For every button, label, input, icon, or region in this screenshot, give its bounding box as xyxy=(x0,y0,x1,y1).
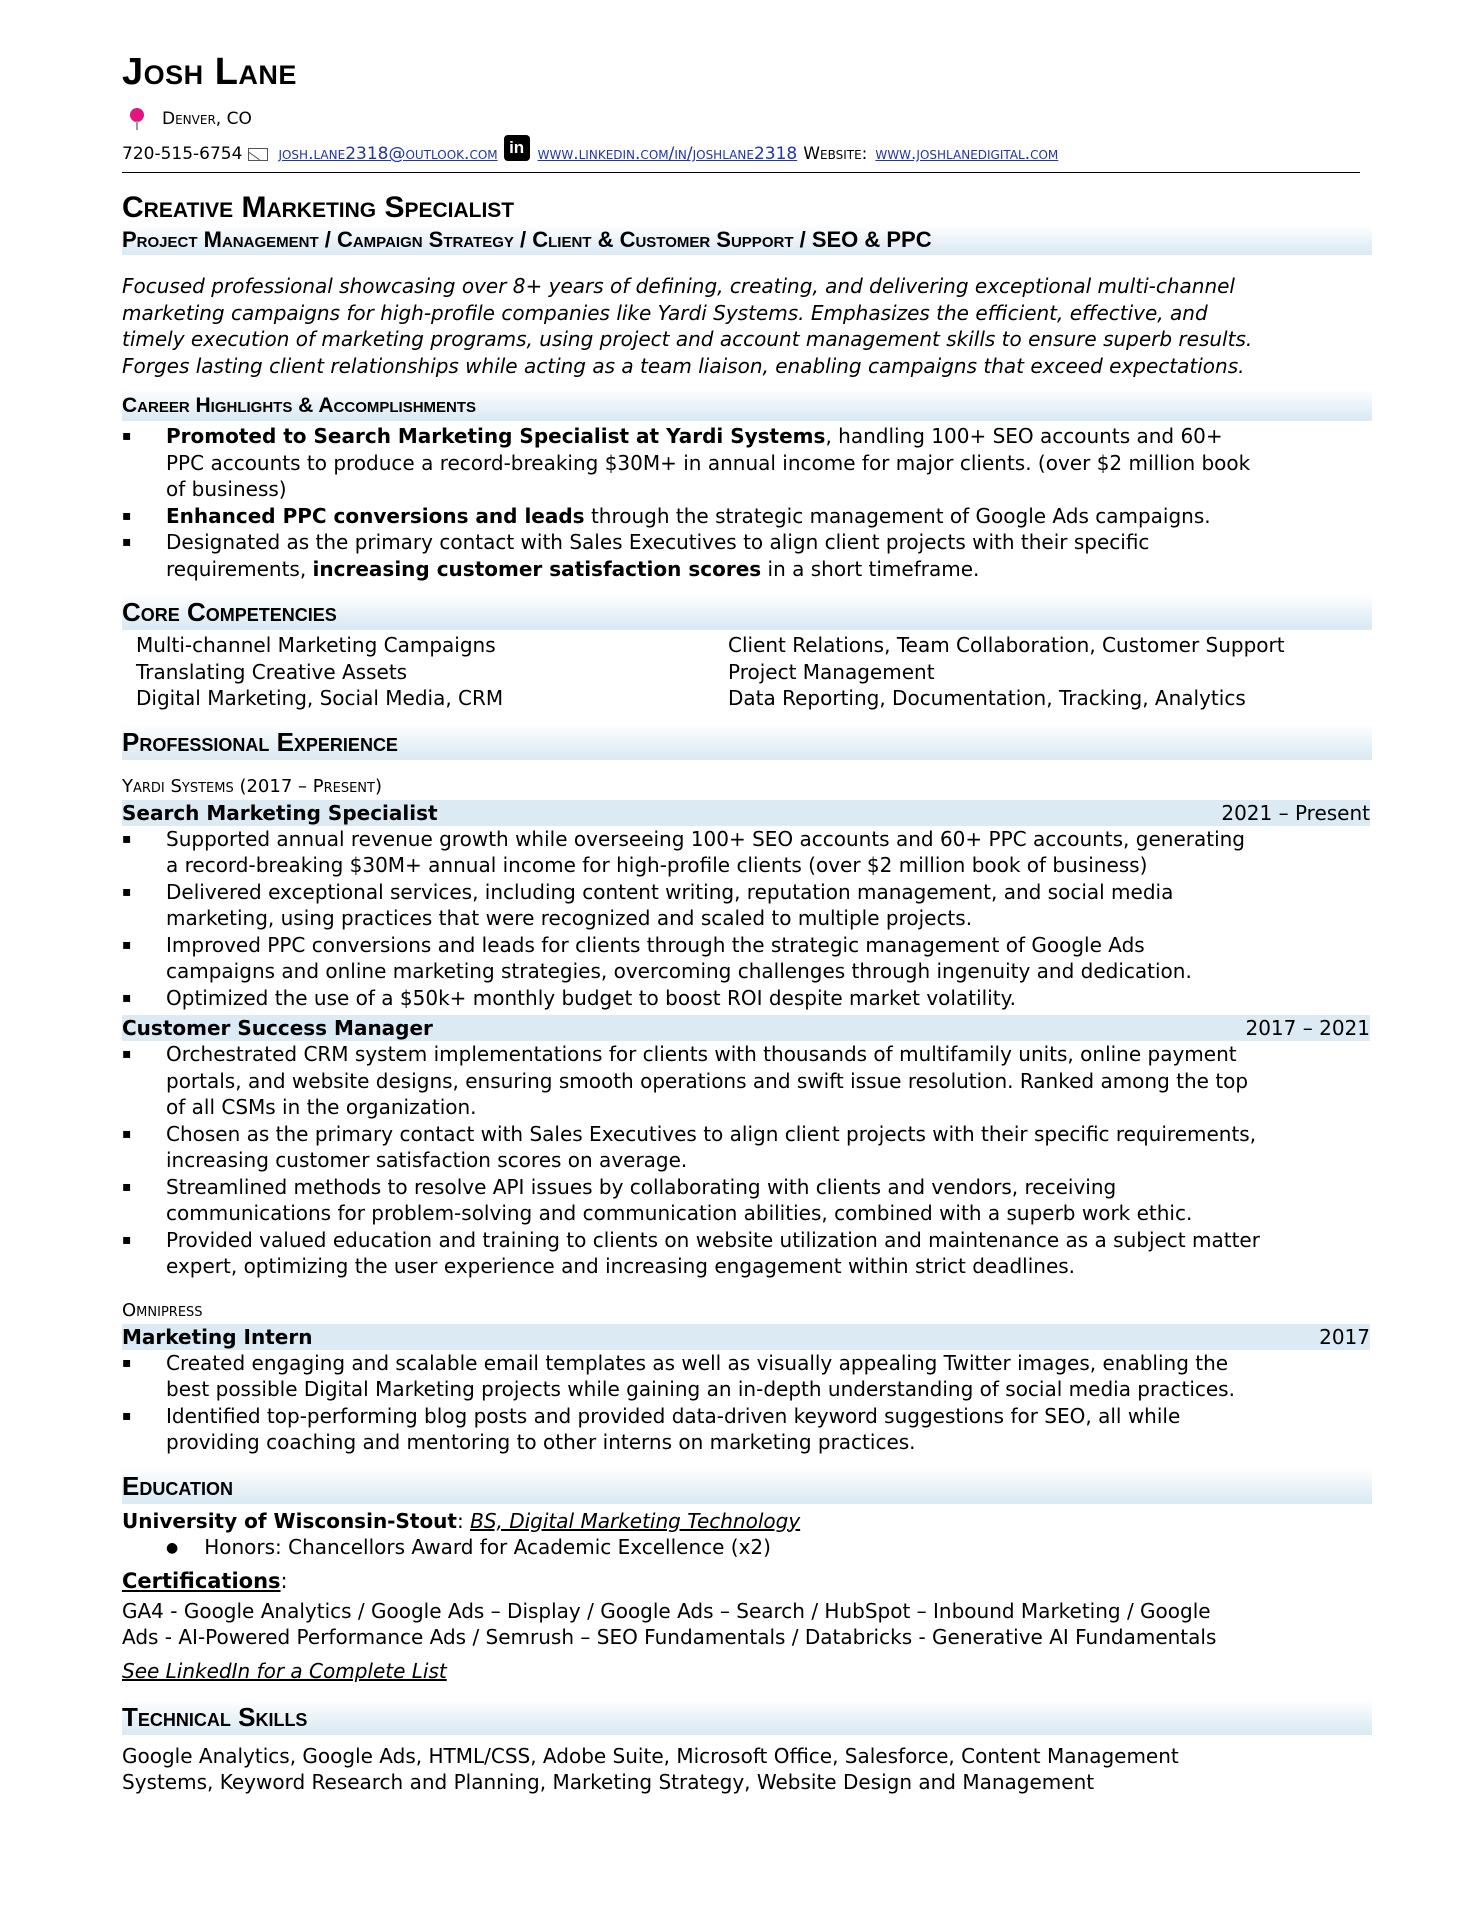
item-text: Chosen as the primary contact with Sales Executives to align client projects with their specific requirements, xyxy=(166,1121,1257,1146)
role-title: Marketing Intern xyxy=(122,1324,313,1349)
list-item xyxy=(122,1041,1372,1121)
linkedin-link[interactable]: www.linkedin.com/in/joshlane2318 xyxy=(537,144,798,164)
item-text: increasing customer satisfaction scores on average. xyxy=(166,1148,688,1172)
competencies-left xyxy=(136,632,728,712)
skills-list xyxy=(122,1743,1372,1796)
list-item xyxy=(122,826,1372,879)
competencies-right xyxy=(728,632,1285,712)
role-title: Search Marketing Specialist xyxy=(122,800,438,825)
competency-item: Data Reporting, Documentation, Tracking, Analytics xyxy=(728,686,1246,710)
item-text: in a short timeframe. xyxy=(761,556,980,581)
education-line xyxy=(122,1508,1372,1535)
item-text: Designated as the primary contact with Sales Executives to align client projects with their specific xyxy=(166,530,1150,554)
item-text: Orchestrated CRM system implementations for clients with thousands of multifamily units, online payment xyxy=(166,1042,1237,1066)
skills-line: Google Analytics, Google Ads, HTML/CSS, Adobe Suite, Microsoft Office, Salesforce, Content Management xyxy=(122,1743,1179,1768)
role-dates: 2017 – 2021 xyxy=(1245,1016,1370,1040)
list-item xyxy=(122,423,1372,503)
website-link[interactable]: www.joshlanedigital.com xyxy=(875,144,1059,164)
item-text: PPC accounts to produce a record-breaking $30M+ in annual income for major clients. (over $2 million book xyxy=(166,450,1251,475)
item-text: of all CSMs in the organization. xyxy=(166,1095,477,1119)
cert-line: Ads - AI-Powered Performance Ads / Semrush – SEO Fundamentals / Databricks - Generative AI Fundamentals xyxy=(122,1625,1217,1649)
role-title: Customer Success Manager xyxy=(122,1016,433,1040)
item-text: providing coaching and mentoring to other interns on marketing practices. xyxy=(166,1430,916,1454)
list-item xyxy=(122,1403,1372,1456)
phone-number: 720-515-6754 xyxy=(122,144,243,164)
list-item xyxy=(122,879,1372,932)
email-link[interactable]: josh.lane2318@outlook.com xyxy=(278,144,498,164)
item-text: Delivered exceptional services, including content writing, reputation management, and social media xyxy=(166,879,1174,904)
school-name: University of Wisconsin-Stout xyxy=(122,1508,457,1533)
item-text: requirements, xyxy=(166,556,313,581)
certifications-heading-row xyxy=(122,1566,1372,1596)
list-item xyxy=(122,1174,1372,1227)
education-heading: Education xyxy=(122,1468,1372,1504)
list-item xyxy=(122,503,1372,530)
summary-line: timely execution of marketing programs, using project and account management skills to ensure superb results. xyxy=(122,327,1253,351)
competency-item: Multi-channel Marketing Campaigns xyxy=(136,633,496,657)
highlights-heading: Career Highlights & Accomplishments xyxy=(122,389,1372,421)
item-text: Supported annual revenue growth while overseeing 100+ SEO accounts and 60+ PPC accounts, generating xyxy=(166,826,1245,851)
honors-item: ● Honors: Chancellors Award for Academic Excellence (x2) xyxy=(166,1534,1372,1564)
highlights-list xyxy=(122,423,1372,582)
see-linkedin-link[interactable]: See LinkedIn for a Complete List xyxy=(122,1658,447,1683)
bold-text: increasing customer satisfaction scores xyxy=(312,556,762,581)
company-name: Yardi Systems (2017 – Present) xyxy=(122,775,382,797)
competencies-grid xyxy=(136,632,1372,712)
item-text: , handling 100+ SEO accounts and 60+ xyxy=(825,424,1223,448)
role-bullets xyxy=(122,1350,1372,1456)
summary-paragraph xyxy=(122,273,1372,379)
resume-page xyxy=(122,50,1372,1796)
item-text: a record-breaking $30M+ annual income for high-profile clients (over $2 million book of business) xyxy=(166,853,1148,877)
role-dates: 2021 – Present xyxy=(1221,800,1370,825)
company-name: Omnipress xyxy=(122,1299,203,1321)
location-text: Denver, CO xyxy=(162,109,252,129)
skills-heading: Technical Skills xyxy=(122,1699,1372,1735)
summary-line: marketing campaigns for high-profile companies like Yardi Systems. Emphasizes the efficient, effective, and xyxy=(122,300,1208,325)
list-item xyxy=(122,985,1372,1012)
competency-item: Project Management xyxy=(728,659,935,684)
experience-heading: Professional Experience xyxy=(122,724,1372,760)
item-text: best possible Digital Marketing projects while gaining an in-depth understanding of social media practices. xyxy=(166,1377,1235,1401)
competency-item: Client Relations, Team Collaboration, Customer Support xyxy=(728,633,1285,657)
item-text: Provided valued education and training to clients on website utilization and maintenance as a subject matter xyxy=(166,1227,1260,1252)
list-item xyxy=(122,1121,1372,1174)
item-text: campaigns and online marketing strategies, overcoming challenges through ingenuity and dedication. xyxy=(166,959,1192,983)
separator: : xyxy=(280,1568,288,1593)
item-text: Improved PPC conversions and leads for clients through the strategic management of Google Ads xyxy=(166,932,1145,957)
item-text: expert, optimizing the user experience and increasing engagement within strict deadlines. xyxy=(166,1254,1076,1278)
candidate-name: Josh Lane xyxy=(122,51,297,93)
competency-item: Digital Marketing, Social Media, CRM xyxy=(136,686,504,710)
bold-text: Enhanced PPC conversions and leads xyxy=(166,503,585,528)
item-text: marketing, using practices that were recognized and scaled to multiple projects. xyxy=(166,906,973,930)
item-text: of business) xyxy=(166,477,287,501)
summary-line: Forges lasting client relationships while acting as a team liaison, enabling campaigns that exceed expectations. xyxy=(122,353,1245,378)
role-bullets xyxy=(122,826,1372,1012)
competencies-heading: Core Competencies xyxy=(122,594,1372,630)
list-item xyxy=(122,1350,1372,1403)
summary-line: Focused professional showcasing over 8+ years of defining, creating, and delivering exceptional multi-channel xyxy=(122,274,1235,298)
headline-title: Creative Marketing Specialist xyxy=(122,191,515,224)
separator: : xyxy=(456,1508,471,1533)
role-row xyxy=(122,1015,1370,1041)
item-text: Created engaging and scalable email templates as well as visually appealing Twitter images, enabling the xyxy=(166,1350,1229,1375)
website-label: Website: xyxy=(803,144,868,164)
bold-text: Promoted to Search Marketing Specialist at Yardi Systems xyxy=(166,424,826,448)
role-bullets xyxy=(122,1041,1372,1280)
degree-link[interactable]: BS, Digital Marketing Technology xyxy=(470,1508,801,1533)
headline-subtitle: Project Management / Campaign Strategy / Client & Customer Support / SEO & PPC xyxy=(122,225,1372,255)
role-row xyxy=(122,1324,1370,1350)
item-text: Identified top-performing blog posts and provided data-driven keyword suggestions for SEO, all while xyxy=(166,1403,1181,1428)
item-text: Optimized the use of a $50k+ monthly budget to boost ROI despite market volatility. xyxy=(166,985,1016,1010)
certifications-heading: Certifications xyxy=(122,1568,281,1593)
contact-line xyxy=(122,136,1360,173)
item-text: Streamlined methods to resolve API issues by collaborating with clients and vendors, receiving xyxy=(166,1174,1117,1199)
role-dates: 2017 xyxy=(1319,1324,1370,1349)
email-icon xyxy=(248,148,268,161)
item-text: communications for problem-solving and communication abilities, combined with a superb work ethic. xyxy=(166,1201,1193,1225)
item-text: through the strategic management of Google Ads campaigns. xyxy=(584,503,1211,528)
item-text: portals, and website designs, ensuring smooth operations and swift issue resolution. Ranked among the top xyxy=(166,1068,1249,1093)
list-item xyxy=(122,529,1372,582)
skills-line: Systems, Keyword Research and Planning, Marketing Strategy, Website Design and Management xyxy=(122,1770,1095,1794)
see-linkedin-row xyxy=(122,1659,1372,1689)
location-line xyxy=(130,102,1372,136)
list-item xyxy=(122,932,1372,985)
competency-item: Translating Creative Assets xyxy=(136,659,408,684)
certifications-list xyxy=(122,1598,1372,1651)
location-pin-icon xyxy=(130,108,144,122)
role-row xyxy=(122,800,1370,826)
linkedin-icon: in xyxy=(504,135,530,161)
list-item xyxy=(122,1227,1372,1280)
cert-line: GA4 - Google Analytics / Google Ads – Display / Google Ads – Search / HubSpot – Inbound Marketing / Google xyxy=(122,1598,1211,1623)
